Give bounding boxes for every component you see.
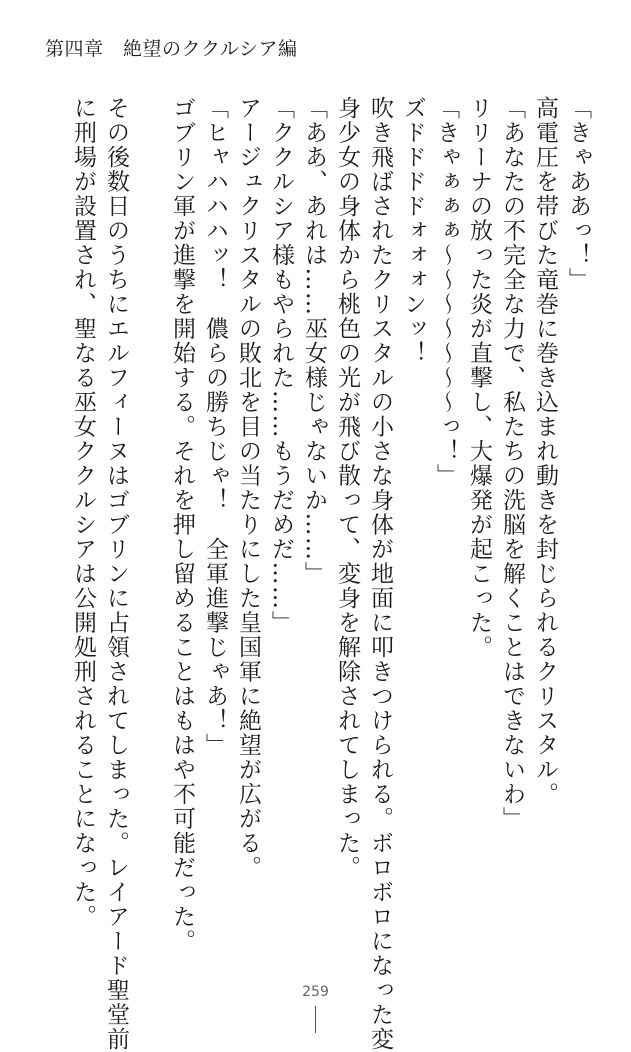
text-column-3: 「あなたの不完全な力で、私たちの洗脳を解くことはできないわ」 <box>499 96 525 831</box>
page-divider-line <box>315 1006 316 1033</box>
text-column-11: アージュクリスタルの敗北を目の当たりにした皇国軍に絶望が広がる。 <box>235 96 261 880</box>
text-column-7: 吹き飛ばされたクリスタルの小さな身体が地面に叩きつけられる。ボロボロになった変 <box>367 96 393 1052</box>
text-column-14: その後数日のうちにエルフィーヌはゴブリンに占領されてしまった。レイアード聖堂前 <box>103 96 129 1052</box>
chapter-header: 第四章 絶望のククルシア編 <box>45 38 298 60</box>
text-column-12: 「ヒャハハハッ！ 儂らの勝ちじゃ！ 全軍進撃じゃあ！」 <box>202 96 228 758</box>
page-number: 259 <box>302 984 329 1000</box>
text-column-15: に刑場が設置され、聖なる巫女ククルシアは公開処刑されることになった。 <box>70 96 96 929</box>
text-column-6: ズドドドドォォォンッ！ <box>400 96 426 366</box>
text-column-2: 高電圧を帯びた竜巻に巻き込まれ動きを封じられるクリスタル。 <box>532 96 558 807</box>
text-column-8: 身少女の身体から桃色の光が飛び散って、変身を解除されてしまった。 <box>334 96 360 880</box>
text-column-13: ゴブリン軍が進撃を開始する。それを押し留めることはもはや不可能だった。 <box>169 96 195 954</box>
text-column-5: 「きゃぁぁぁ～～～～～～～っ！」 <box>433 96 459 488</box>
text-column-4: リリーナの放った炎が直撃し、大爆発が起こった。 <box>466 96 492 660</box>
text-column-1: 「きゃああっ！」 <box>565 96 591 292</box>
text-column-10: 「ククルシア様もやられた……もうだめだ……」 <box>268 96 294 635</box>
text-column-9: 「ああ、あれは……巫女様じゃないか……」 <box>301 96 327 586</box>
